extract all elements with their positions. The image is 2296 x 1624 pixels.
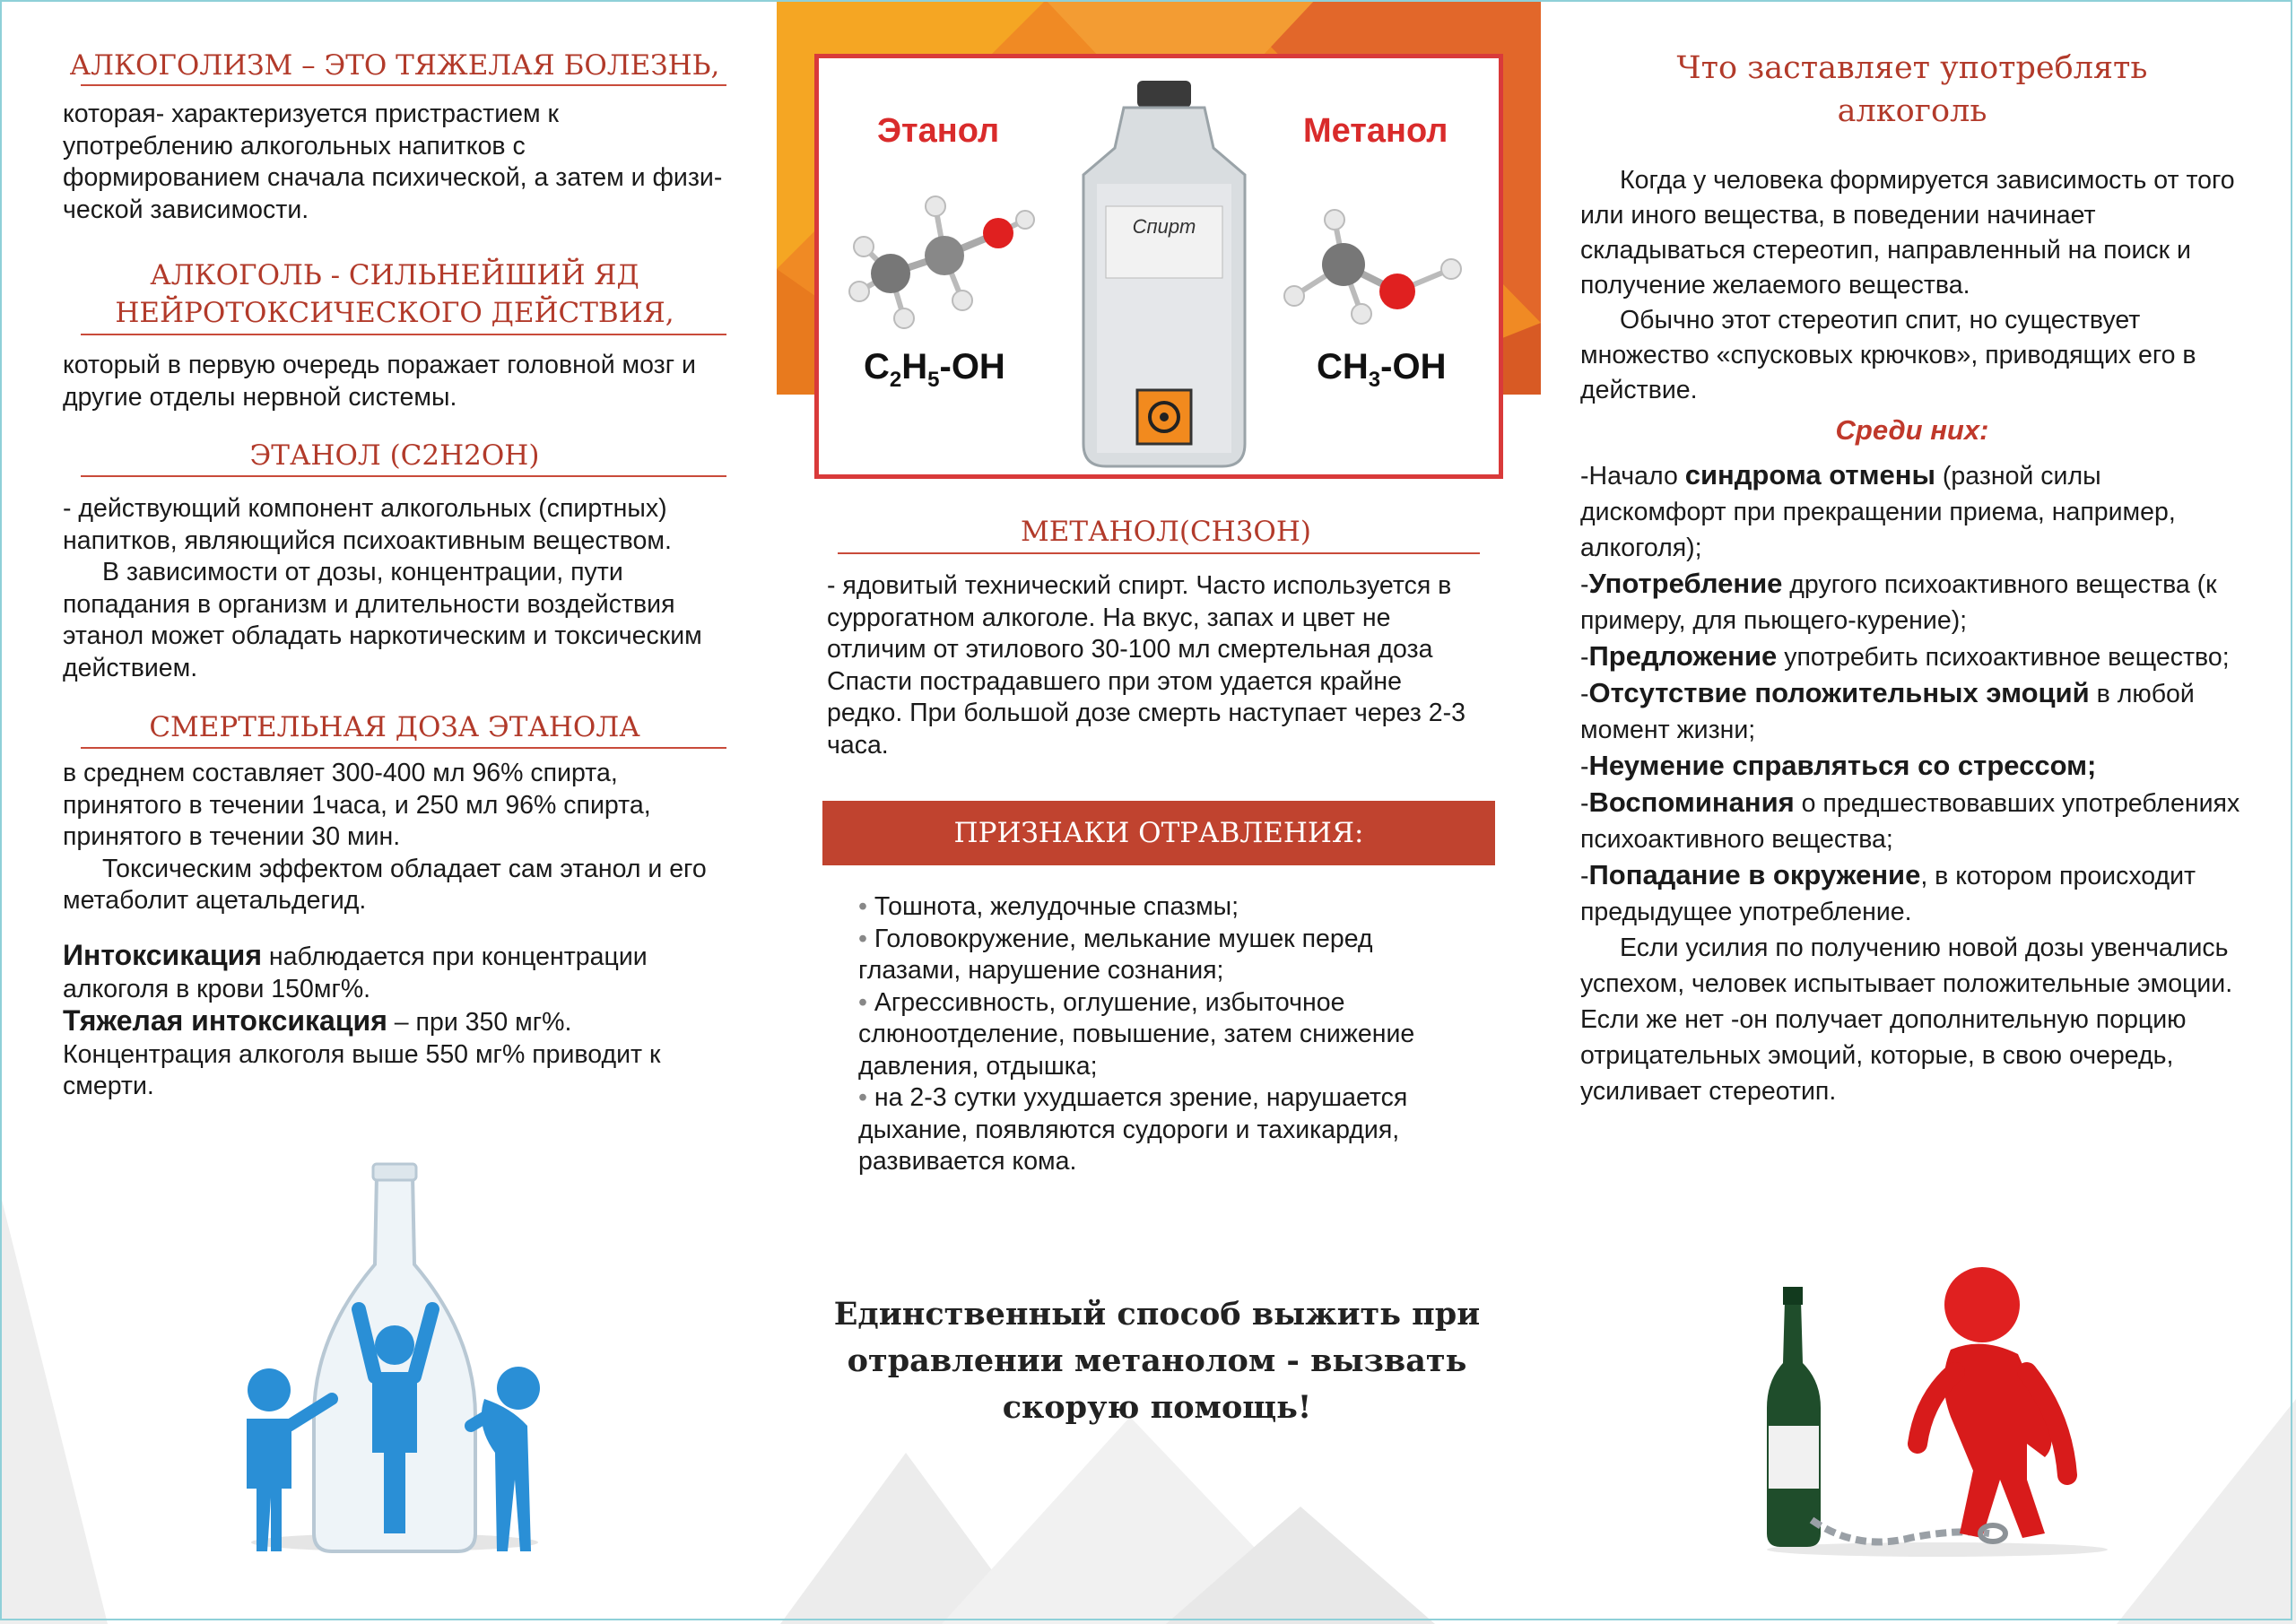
trigger-term: Неумение справляться со стрессом; — [1588, 750, 2097, 781]
canister-label: Спирт — [1132, 215, 1196, 238]
heading-alcoholism: АЛКОГОЛИЗМ – ЭТО ТЯЖЕЛАЯ БОЛЕЗНЬ, — [69, 49, 720, 82]
methanol-formula-sub-3: 3 — [1368, 368, 1381, 392]
trigger-text: о предшествовавших употреблениях психоактивного вещества; — [1580, 789, 2240, 854]
right-title-line-1: Что заставляет употреблять — [1676, 50, 2148, 86]
trigger-prefix: - — [1580, 789, 1589, 818]
trigger-item — [1580, 857, 2244, 930]
heavy-intoxication-text: – при 350 мг%. — [387, 1008, 572, 1037]
divider — [81, 334, 726, 335]
trigger-term: синдрома отмены — [1684, 459, 1935, 491]
trigger-term: Употребление — [1588, 568, 1783, 599]
intoxication-text: наблюдается при концентрации алкоголя в крови 150мг%. — [63, 942, 648, 1003]
right-intro — [1580, 163, 2244, 408]
final-line-2: отравлении метанолом - вызвать — [847, 1342, 1467, 1379]
paragraph-ethanol-1: - действующий компонент алкогольных (спиртных) напитков, являющийся психоактивным веществом. — [63, 494, 672, 555]
heading-alcohol-poison-1: АЛКОГОЛЬ - СИЛЬНЕЙШИЙ ЯД — [150, 259, 639, 291]
paragraph-intoxication — [63, 940, 726, 1005]
paragraph-alcoholism: которая- характеризуется пристрастием к употреблению алкогольных напитков с формированием сначала психической, а затем и физи-ческой зависимости. — [63, 100, 723, 224]
methanol-formula-oh: -OH — [1380, 347, 1447, 386]
ethanol-formula-h: H — [901, 347, 928, 386]
trigger-term: Предложение — [1588, 640, 1778, 672]
intoxication-term: Интоксикация — [63, 939, 263, 971]
trigger-prefix: - — [1580, 643, 1589, 672]
methanol-molecule — [1276, 202, 1483, 345]
sign-item: • Головокружение, мелькание мушек перед глазами, нарушение сознания; — [858, 924, 1477, 987]
paragraph-outcome: Если усилия по получению новой дозы увенчались успехом, человек испытывает положительные эмоции. Если же нет -он получает дополнительную порцию отрицательных эмоций, которые, в свою очередь, усиливает стереотип. — [1580, 934, 2233, 1106]
infographic-card — [814, 54, 1503, 479]
paragraph-alcohol-poison: который в первую очередь поражает головной мозг и другие отделы нервной системы. — [63, 351, 696, 412]
ethanol-molecule — [837, 193, 1043, 345]
paragraph-ethanol-2: В зависимости от дозы, концентрации, пути попадания в организм и длительности воздействия этанол может обладать наркотическим и токсическим действием. — [63, 558, 702, 682]
heading-methanol: МЕТАНОЛ(СН3ОН) — [1021, 516, 1311, 548]
ethanol-section — [63, 493, 726, 684]
sign-item: • Агрессивность, оглушение, избыточное слюноотделение, повышение, затем снижение давления, отдышка; — [858, 987, 1477, 1083]
final-line-3: скорую помощь! — [1002, 1389, 1312, 1426]
people-in-bottle-illustration — [215, 1157, 574, 1560]
trigger-item — [1580, 638, 2244, 675]
bg-triangle-left — [0, 1193, 108, 1624]
heading-ethanol: ЭТАНОЛ (С2Н2ОН) — [249, 439, 540, 472]
methanol-formula — [1317, 347, 1446, 393]
ethanol-formula-sub-2: 2 — [889, 368, 902, 392]
heading-lethal-dose: СМЕРТЕЛЬНАЯ ДОЗА ЭТАНОЛА — [149, 711, 640, 743]
spirit-canister — [1070, 76, 1258, 471]
paragraph-lethal-dose-1: в среднем составляет 300-400 мл 96% спирта, принятого в течении 1часа, и 250 мл 96% спирта, принятого в течении 30 мин. — [63, 759, 651, 851]
ethanol-formula-sub-5: 5 — [927, 368, 940, 392]
poisoning-signs-list — [858, 891, 1477, 1178]
heavy-intoxication-term: Тяжелая интоксикация — [63, 1004, 387, 1037]
paragraph-triggers: Обычно этот стереотип спит, но существует множество «спусковых крючков», приводящих его в действие. — [1580, 306, 2196, 404]
paragraph-concentration: Концентрация алкоголя выше 550 мг% приводит к смерти. — [63, 1039, 661, 1100]
trigger-item — [1580, 457, 2244, 566]
right-title-line-2: алкоголь — [1837, 93, 1987, 129]
divider — [81, 475, 726, 477]
paragraph-dependency: Когда у человека формируется зависимость от того или иного вещества, в поведении начинает складываться стереотип, направленный на поиск и получение желаемого вещества. — [1580, 166, 2235, 300]
trigger-text: , в котором происходит предыдущее употребление. — [1580, 862, 2196, 926]
ethanol-formula — [864, 347, 1005, 393]
ethanol-formula-c: C — [864, 347, 890, 386]
lethal-dose-section — [63, 758, 726, 917]
paragraph-methanol: - ядовитый технический спирт. Часто используется в суррогатном алкоголе. На вкус, запах и цвет не отличим от этилового 30-100 мл смертельная доза Спасти пострадавшего при этом удается крайне редко. При большой дозе смерть наступает через 2-3 часа. — [827, 571, 1465, 760]
trigger-prefix: -Начало — [1580, 462, 1685, 491]
trigger-prefix: - — [1580, 570, 1589, 599]
intoxication-section — [63, 940, 726, 1103]
sign-item: • на 2-3 сутки ухудшается зрение, нарушается дыхание, появляются судороги и тахикардия, развивается кома. — [858, 1082, 1477, 1178]
triggers-list — [1580, 457, 2244, 1109]
trigger-text: употребить психоактивное вещество; — [1777, 643, 2230, 672]
trigger-item — [1580, 785, 2244, 857]
trigger-text: в любой момент жизни; — [1580, 680, 2195, 744]
divider — [81, 84, 726, 86]
divider — [838, 552, 1480, 554]
trigger-term: Попадание в окружение — [1588, 859, 1921, 890]
divider — [81, 747, 726, 749]
among-them-label: Среди них: — [1835, 414, 1989, 446]
ethanol-formula-oh: -OH — [939, 347, 1005, 386]
methanol-label: Метанол — [1303, 112, 1448, 150]
poisoning-signs-bar: ПРИЗНАКИ ОТРАВЛЕНИЯ: — [822, 801, 1495, 865]
trigger-item — [1580, 675, 2244, 748]
methanol-formula-ch: CH — [1317, 347, 1369, 386]
chained-man-illustration — [1758, 1264, 2135, 1560]
sign-item: • Тошнота, желудочные спазмы; — [858, 891, 1477, 924]
final-call-to-action — [807, 1291, 1507, 1431]
trigger-text: (разной силы дискомфорт при прекращении приема, например, алкоголя); — [1580, 462, 2176, 562]
bg-triangle-right — [2117, 1399, 2296, 1624]
trigger-text: другого психоактивного вещества (к примеру, для пьющего-курение); — [1580, 570, 2217, 635]
right-title — [1580, 47, 2244, 133]
trigger-item — [1580, 748, 2244, 785]
trigger-prefix: - — [1580, 752, 1589, 781]
final-line-1: Единственный способ выжить при — [833, 1296, 1481, 1333]
trigger-term: Отсутствие положительных эмоций — [1588, 677, 2090, 708]
trigger-prefix: - — [1580, 862, 1589, 890]
trigger-item — [1580, 566, 2244, 638]
ethanol-label: Этанол — [877, 112, 1000, 150]
heading-alcohol-poison-2: НЕЙРОТОКСИЧЕСКОГО ДЕЙСТВИЯ, — [115, 297, 674, 329]
trigger-term: Воспоминания — [1588, 786, 1795, 818]
paragraph-lethal-dose-2: Токсическим эффектом обладает сам этанол и его метаболит ацетальдегид. — [63, 854, 707, 915]
trigger-prefix: - — [1580, 680, 1589, 708]
paragraph-heavy-intoxication — [63, 1005, 726, 1039]
